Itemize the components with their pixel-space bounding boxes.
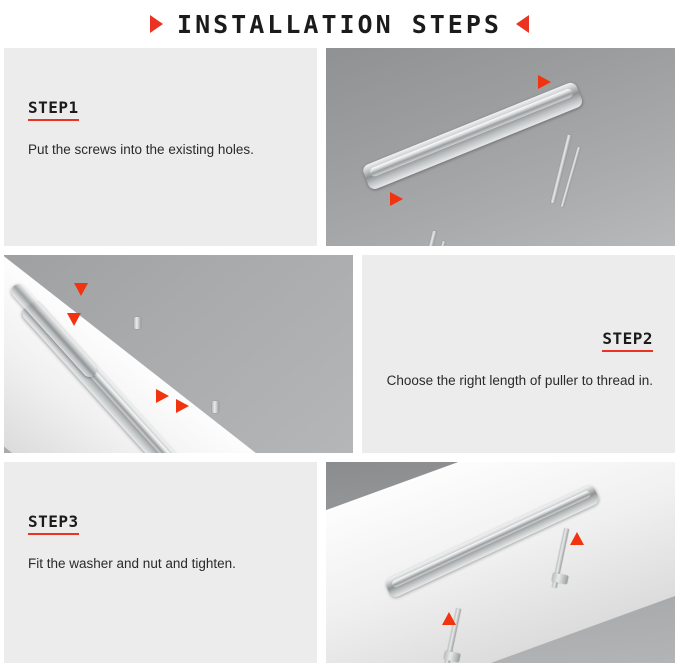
step-row-3 xyxy=(4,462,675,663)
step-3-label: STEP3 xyxy=(28,512,79,535)
screw-rod-top xyxy=(551,135,572,204)
step-1-description: Put the screws into the existing holes. xyxy=(28,142,254,157)
white-panel xyxy=(4,255,295,453)
step-3-image xyxy=(326,462,675,663)
arrow-2-icon xyxy=(67,313,81,326)
bar-highlight xyxy=(369,88,574,178)
screw-rod-bottom xyxy=(415,231,436,246)
stud-bottom xyxy=(212,401,219,413)
arrow-1-icon xyxy=(74,283,88,296)
step-1-label: STEP1 xyxy=(28,98,79,121)
step-2-label: STEP2 xyxy=(602,329,653,352)
arrow-3-icon xyxy=(156,389,169,403)
triangle-left-icon xyxy=(516,15,529,33)
step-2-image xyxy=(4,255,353,453)
step-3-text xyxy=(4,462,317,663)
arrow-top-icon xyxy=(538,75,551,89)
step-2-description: Choose the right length of puller to thread in. xyxy=(386,373,653,388)
step-row-2 xyxy=(4,255,675,453)
step-row-1 xyxy=(4,48,675,246)
stud-top xyxy=(134,317,141,329)
arrow-top-icon xyxy=(570,532,584,545)
triangle-right-icon xyxy=(150,15,163,33)
page-title: INSTALLATION STEPS xyxy=(177,9,502,39)
white-surface xyxy=(326,462,675,663)
step-3-description: Fit the washer and nut and tighten. xyxy=(28,556,236,571)
arrow-bottom-icon xyxy=(390,192,403,206)
steps-list xyxy=(0,48,679,663)
arrow-bottom-icon xyxy=(442,612,456,625)
metal-bar xyxy=(361,81,584,191)
step-1-text xyxy=(4,48,317,246)
step-2-text xyxy=(362,255,675,453)
arrow-4-icon xyxy=(176,399,189,413)
step-1-image xyxy=(326,48,675,246)
header xyxy=(0,0,679,48)
